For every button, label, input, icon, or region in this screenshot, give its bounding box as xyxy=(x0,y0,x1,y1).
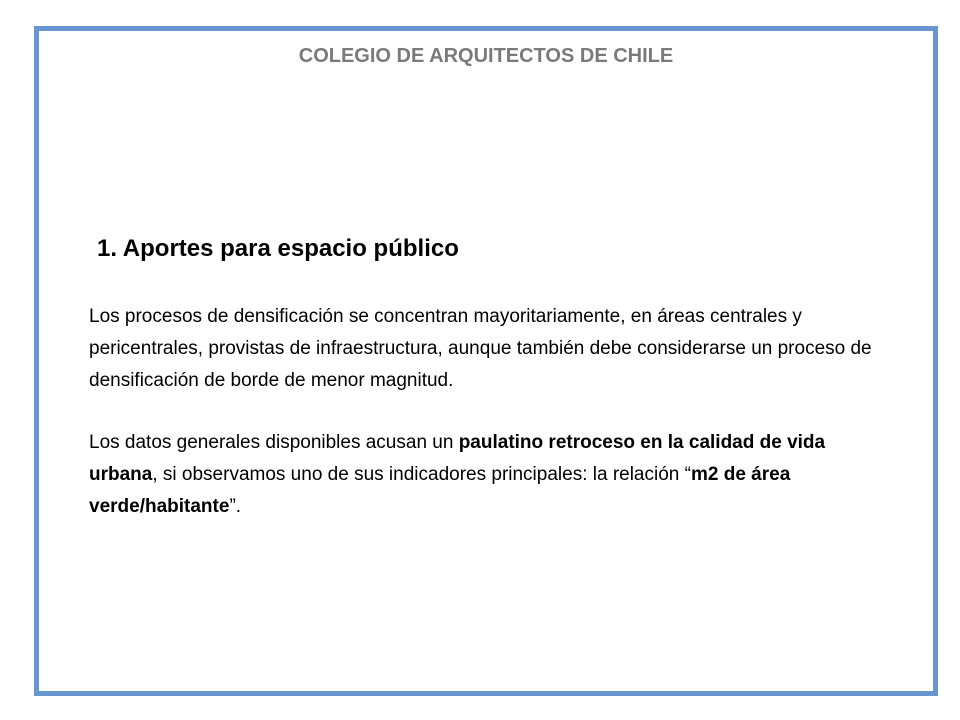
paragraph-text-part: Los datos generales disponibles acusan un xyxy=(89,432,459,453)
paragraph-urban-quality xyxy=(89,427,879,523)
body-text xyxy=(89,301,879,553)
paragraph-text-part: , si observamos uno de sus indicadores principales: la relación “ xyxy=(152,464,691,485)
paragraph-text-part: ”. xyxy=(229,496,242,517)
bold-phrase-retroceso: paulatino retroceso en la calidad de vida urbana xyxy=(89,432,826,485)
paragraph-densification: Los procesos de densificación se concentran mayoritariamente, en áreas centrales y pericentrales, provistas de infraestructura, aunque también debe considerarse un proceso de densificación de borde de menor magnitud. xyxy=(89,306,872,391)
bold-phrase-indicator: m2 de área verde/habitante xyxy=(89,464,791,517)
page-title: COLEGIO DE ARQUITECTOS DE CHILE xyxy=(298,45,674,67)
section-heading: 1. Aportes para espacio público xyxy=(97,235,459,262)
slide-frame xyxy=(34,26,938,696)
